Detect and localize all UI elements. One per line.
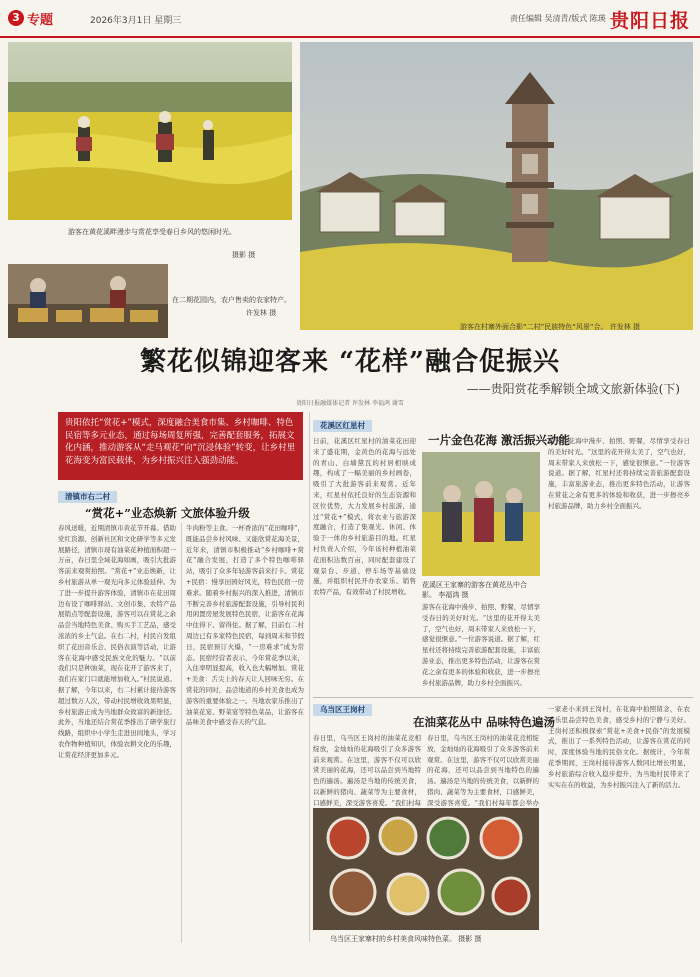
section2-column-2: 游客在花海中漫步、拍照、野餐，尽情享受春日的美好时光。“这里的花开得太美了，空气也好，周末带家人来放松一下，感觉很惬意。”一位游客说道。据了解，红星村还将持续完善旅游配套设施，丰富旅游业态，推出更多特色活动，让游客在赏花之余有更多的体验和收获，进一步擦亮乡村旅游品牌，助力乡村全面振兴。 (422, 603, 540, 687)
caption-photo2: 在二期花园内，农户售卖的农家特产。 (172, 296, 291, 304)
headline-subtitle: ——贵阳赏花季解锁全域文旅新体验(下) (466, 382, 680, 396)
section3-tag: 乌当区王岗村 (313, 704, 372, 716)
editor-credits: 责任编辑 吴清青/版式 陈瑛 (510, 14, 606, 23)
section2-tag: 花溪区红星村 (313, 420, 372, 432)
village-tower-image (300, 42, 693, 330)
flower-field-image (8, 42, 292, 220)
section3-heading: 在油菜花丛中 品味特色遍汤 (413, 715, 556, 729)
section3-column-1: 春日里，乌当区王岗村的油菜花竞相绽放，金灿灿的花海吸引了众多游客前来观赏。在这里，游客不仅可以欣赏美丽的花海，还可以品尝到当地特色的遍汤。遍汤是当地的传统美食，以新鲜的猪肉、蔬菜等为主要食材，口感鲜美，深受游客喜爱。“我们村每 (313, 734, 421, 807)
newspaper-logo: 贵阳日报 (610, 10, 691, 32)
section1-tag: 清镇市右二村 (58, 491, 117, 503)
photo-people-flowers (422, 452, 540, 576)
section1-column-1: 春风送暖，近期清镇市黄花节开幕。借助党红资源、创新社区和文化研学等多元发展路径，清镇市现有油菜花种植面积超一万亩，春日里全域花海如画，吸引大批游客前来观赏拍照。“赏花+”业态焕新，让乡村旅游从单一观光向多元体验延伸。为了进一步提升游客体验，清镇市在花田周边布设了咖啡驿站、文创市集、农特产品展销点等配套设施，游客可以在赏花之余品尝当地特色美食、购买手工艺品，感受浓浓的乡土气息。在右二村，村民自发组织了花田音乐会、民俗表演等活动，让游客在花海中感受民族文化的魅力。“以前我们只是种油菜，现在花开了游客来了，我们在家门口就能增加收入。”村民说道。据了解，今年以来，右二村累计接待游客超过数万人次，带动村民增收效果明显，乡村旅游正成为当地群众致富的新途径。此外，当地还结合赏花季推出了研学旅行线路，组织中小学生走进田间地头，学习农作物种植知识，体验农耕文化的乐趣，让赏花经济更加多元。 (58, 524, 176, 759)
section1-heading: “赏花+”业态焕新 文旅体验升级 (85, 506, 250, 520)
caption-photo1: 游客在黄花溪畔漫步与赏花享受春日乡风的悠闲时光。 (68, 228, 236, 236)
section-divider (313, 697, 693, 698)
headline-title: 繁花似锦迎客来 “花样”融合促振兴 (140, 347, 560, 377)
local-dishes-image (313, 808, 539, 930)
credit-photo1: 摄影 摄 (232, 251, 256, 259)
caption-photo4: 花溪区王家寨的游客在黄花丛中合影。 李福鸿 摄 (422, 581, 527, 599)
farm-market-image (8, 264, 168, 338)
section2-column-1: 日前，花溪区红星村的油菜花田迎来了盛花期，金黄色的花海与远处的青山、白墙黛瓦的村居相映成趣，构成了一幅美丽的乡村画卷，吸引了大批游客前来观赏。近年来，红星村依托良好的生态资源和区位优势，大力发展乡村旅游，通过“赏花+”模式，将农业与旅游深度融合，打造了集观光、休闲、体验于一体的乡村旅游目的地。红星村负责人介绍，今年该村种植油菜花面积达数百亩，同时配套建设了观景台、步道、停车场等基础设施，并组织村民开办农家乐、销售农特产品，有效带动了村民增收。 (313, 437, 416, 597)
photo-village-tower (300, 42, 693, 330)
section3-column-2: 春日里，乌当区王岗村的油菜花竞相绽放，金灿灿的花海吸引了众多游客前来观赏。在这里，游客不仅可以欣赏美丽的花海，还可以品尝到当地特色的遍汤。遍汤是当地的传统美食，以新鲜的猪肉、蔬菜等为主要食材，口感鲜美，深受游客喜爱。“我们村每年都会举办 (427, 734, 539, 807)
credit-photo2: 许发林 摄 (246, 309, 277, 317)
photo-flower-field (8, 42, 292, 220)
page-header (0, 0, 700, 38)
section1-column-2: 牛肉粉等主食。一杯香浓的“花田咖啡”，既能品尝乡村风味、又能欣赏花海美景，近年来，清镇市积极推动“乡村咖啡+赏花”融合发展，打造了多个特色咖啡驿站，吸引了众多年轻游客前来打卡。赏花+民宿：慢享田园好风光，特色民宿一房难求。随着乡村振兴的深入推进，清镇市不断完善乡村旅游配套设施，引导村民利用闲置房屋发展特色民宿，让游客在花海中住得下、留得住。据了解，目前右二村周边已有多家特色民宿，每到周末和节假日，民宿预订火爆，“一房难求”成为常态。民宿经营者表示，今年赏花季以来，入住率明显提高，收入也大幅增加。赏花+美食：舌尖上的春天让人回味无穷。在赏花的同时，品尝地道的乡村美食也成为游客的重要体验之一。当地农家乐推出了油菜花宴、野菜宴等特色菜品，让游客在品味美食中感受春天的气息。 (186, 524, 304, 727)
page-number-badge: 3 (8, 10, 24, 26)
photo-local-dishes (313, 808, 539, 930)
lead-paragraph: 贵阳依托“赏花+”模式，深度融合美食市集、乡村咖啡、特色民宿等多元业态，通过每场周复所强，完善配套服务，拓展文化内涵，推动游客从“走马观花”向“沉浸体验”转变，让乡村里花海变为富民载体，为乡村振兴注入强劲动能。 (58, 412, 303, 480)
caption-photo3: 游客在村寨外面合影“二村”民族特色“风景”合。 许发林 摄 (460, 323, 640, 331)
column-divider (181, 523, 182, 943)
main-column-divider (309, 412, 310, 942)
section-label: 专题 (27, 13, 54, 28)
caption-photo5: 乌当区王家寨村的乡村美食风味特色菜。 摄影 摄 (330, 935, 482, 943)
people-flowers-image (422, 452, 540, 576)
issue-date: 2026年3月1日 星期三 (90, 16, 182, 26)
section2-heading: 一片金色花海 激活振兴动能 (428, 433, 571, 447)
section3-column-3: 一家老小来到王岗村，在花海中拍照留念，在农家乐里品尝特色美食，感受乡村的宁静与美好。王岗村还积极探索“赏花+美食+民俗”的发展模式，推出了一系列特色活动，让游客在赏花的同时，深度体验当地的民俗文化。据统计，今年赏花季期间，王岗村接待游客人数同比增长明显，乡村旅游综合收入稳步提升，为当地村民带来了实实在在的收益，为乡村振兴注入了新的活力。 (548, 705, 690, 789)
section2-column-3: 游客在花海中漫步、拍照、野餐，尽情享受春日的美好时光。“这里的花开得太美了，空气也好，周末带家人来放松一下，感觉很惬意。”一位游客说道。据了解，红星村还将持续完善旅游配套设施，丰富旅游业态，推出更多特色活动，让游客在赏花之余有更多的体验和收获，进一步擦亮乡村旅游品牌，助力乡村全面振兴。 (548, 437, 690, 510)
photo-farm-market (8, 264, 168, 338)
headline-byline: 贵阳日报融媒体记者 许发林 李福鸿 谢雪 (296, 400, 404, 407)
